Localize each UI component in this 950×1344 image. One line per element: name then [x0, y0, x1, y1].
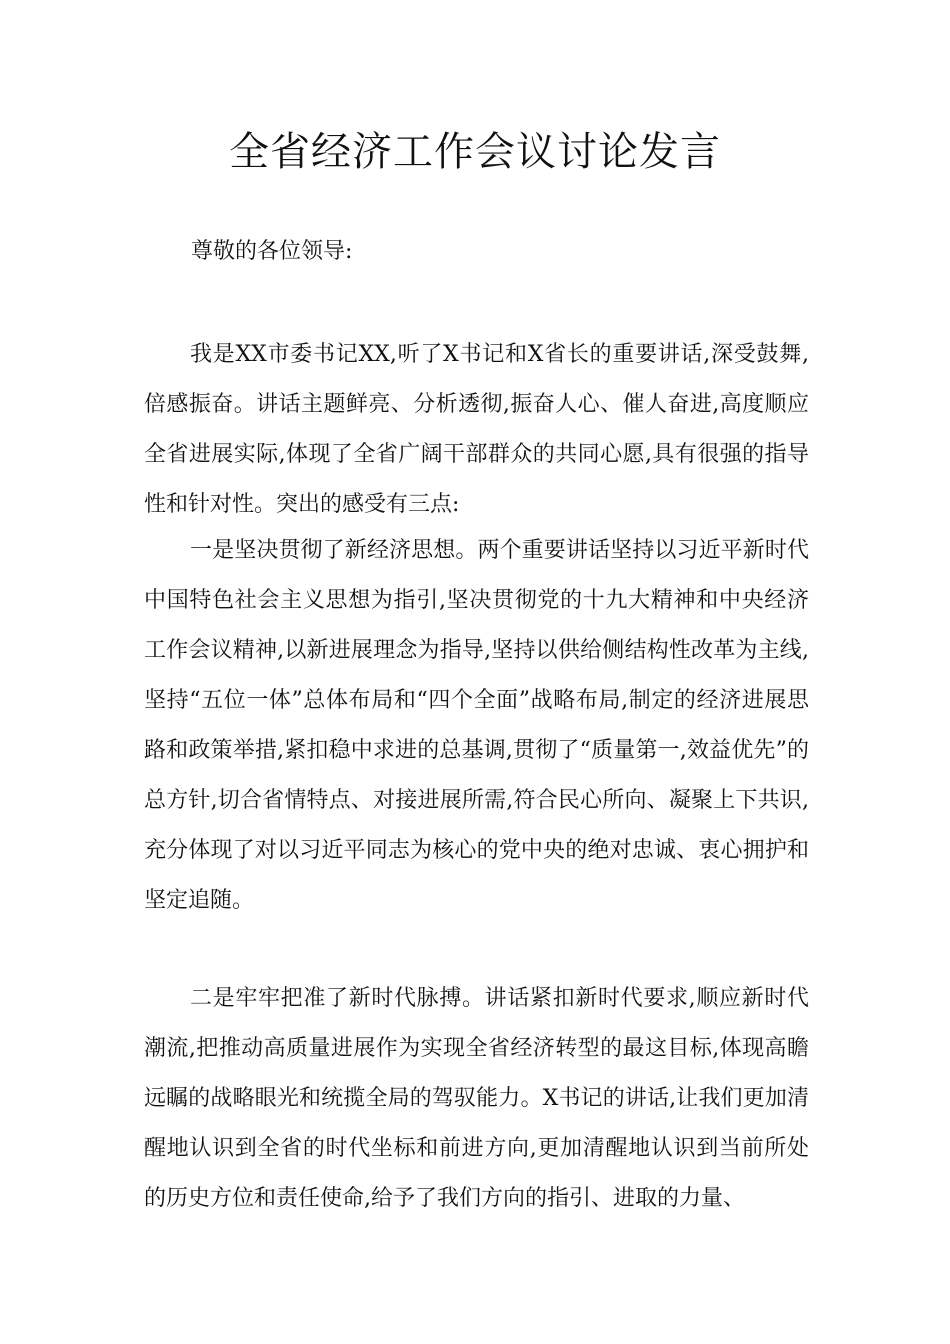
salutation: 尊敬的各位领导: — [191, 239, 353, 264]
paragraph-intro: 我是XX市委书记XX,听了X书记和X省长的重要讲话,深受鼓舞,倍感振奋。讲话主题鲜亮、分析透彻,振奋人心、催人奋进,高度顺应全省进展实际,体现了全省广阔干部群众的共同心愿,具有很强的指导性和针对性。突出的感受有三点: — [144, 342, 809, 517]
document-title: 全省经济工作会议讨论发言 — [229, 129, 721, 175]
paragraph-point-one: 一是坚决贯彻了新经济思想。两个重要讲话坚持以习近平新时代中国特色社会主义思想为指引,坚决贯彻党的十九大精神和中央经济工作会议精神,以新进展理念为指导,坚持以供给侧结构性改革为主线,坚持“五位一体”总体布局和“四个全面”战略布局,制定的经济进展思路和政策举措,紧扣稳中求进的总基调,贯彻了“质量第一,效益优先”的总方针,切合省情特点、对接进展所需,符合民心所向、凝聚上下共识,充分体现了对以习近平同志为核心的党中央的绝对忠诚、衷心拥护和坚定追随。 — [144, 538, 809, 913]
paragraph-point-two: 二是牢牢把准了新时代脉搏。讲话紧扣新时代要求,顺应新时代潮流,把推动高质量进展作为实现全省经济转型的最这目标,体现高瞻远瞩的战略眼光和统揽全局的驾驭能力。X书记的讲话,让我们更加清醒地认识到全省的时代坐标和前进方向,更加清醒地认识到当前所处的历史方位和责任使命,给予了我们方向的指引、进取的力量、 — [144, 986, 809, 1211]
